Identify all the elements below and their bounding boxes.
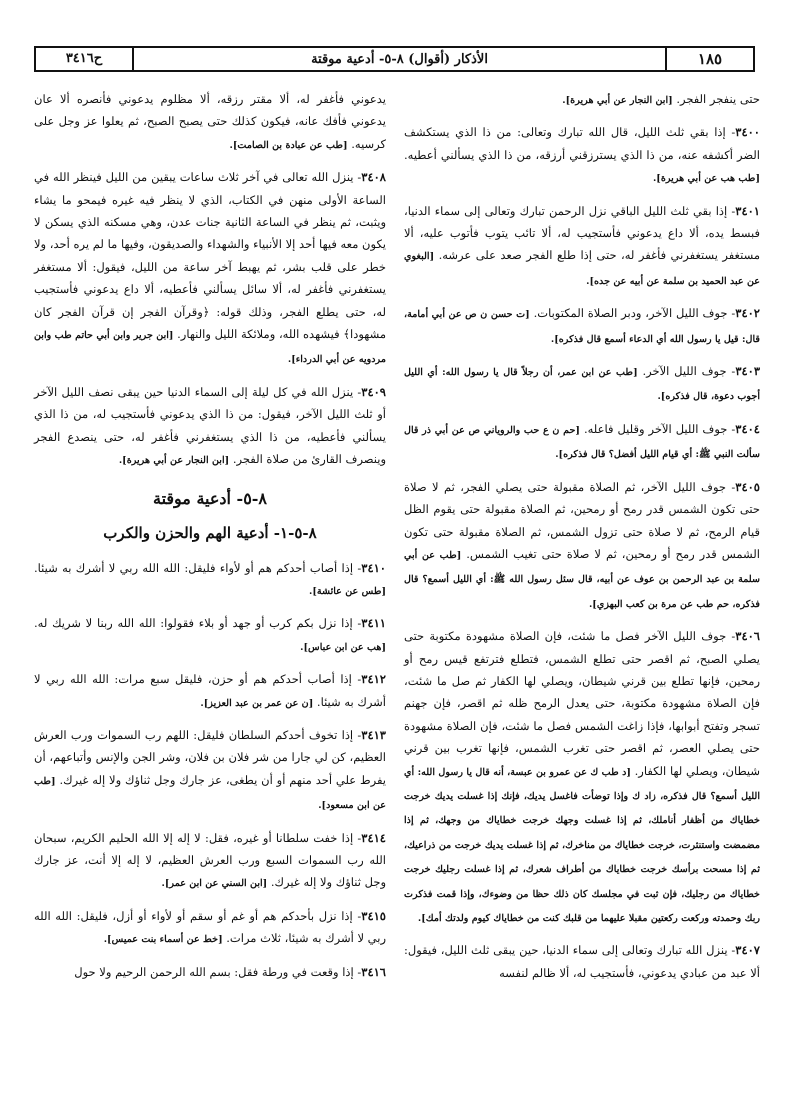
hadith-entry	[404, 302, 760, 351]
hadith-source: [هب عن ابن عباس].	[300, 641, 386, 653]
hadith-source: [خط عن أسماء بنت عميس].	[103, 934, 223, 946]
hadith-text: - إذا بقي ثلث الليل، قال الله تبارك وتعالى: من ذا الذي يستكشف الضر أكشفه عنه، من ذا الذي يسترزقني أرزقه، من ذا الذي يسألني أعطيه.	[404, 125, 760, 162]
hadith-number: ٣٤٠٠	[735, 125, 760, 140]
section-heading: ٨-٥- أدعية موقتة	[152, 488, 268, 508]
hadith-text: - إذا وقعت في ورطة فقل: بسم الله الرحمن الرحيم ولا حول	[74, 964, 362, 979]
hadith-text: - إذا بقي ثلث الليل الباقي نزل الرحمن تبارك وتعالى إلى سماء الدنيا، فبسط يده، ألا داع يدعوني فأستجيب له، ألا تائب يتوب فأتوب عليه، ألا مستغفر يستغفرني فأغفر له، حتى إذا طلع الفجر صعد على عرشه.	[404, 203, 760, 263]
hadith-entry	[404, 200, 760, 294]
hadith-number: ٣٤٠٦	[735, 629, 760, 644]
subsection-heading: ٨-٥-١- أدعية الهم والحزن والكرب	[103, 523, 317, 542]
hadith-number: ٣٤١٣	[361, 727, 386, 742]
hadith-number: ٣٤٠٤	[735, 421, 760, 436]
hadith-entry	[404, 121, 760, 190]
left-column-bottom	[34, 557, 386, 984]
hadith-source: [د طب ك عن عمرو بن عبسة، أنه قال يا رسول الله: أي الليل أسمع؟ قال فذكره، زاد ك وإذا توضأت فاغسل يديك، فإنك إذا غسلت يديك خرجت خطاياك من أظفار أناملك، ثم إذا غسلت وجهك خرجت خطاياك من وجهك، ثم إذا مضمضت واستنثرت، خرجت خطاياك من مناخرك، ثم إذا غسلت يديك خرجت من ذراعيك، ثم إذا مسحت برأسك خرجت خطاياك من أطراف شعرك، ثم إذا غسلت رجليك خرجت خطاياك من رجليك، فإن ثبت في مجلسك كان ذلك حظا من وضوءك، وإذا قمت فذكرت ربك وحمدته وركعت ركعتين مقبلا عليهما من قلبك كنت من خطاياك كيوم ولدتك أمك].	[404, 766, 760, 924]
hadith-entry	[34, 557, 386, 604]
hadith-text: - ينزل الله تبارك وتعالى إلى سماء الدنيا، حين يبقى ثلث الليل، فيقول: ألا عبد من عبادي يدعوني، فأستجيب له، ألا ظالم لنفسه	[404, 943, 760, 980]
hadith-entry	[34, 827, 386, 896]
hadith-source: [طب عن ابن مسعود].	[34, 775, 386, 812]
hadith-text: - جوف الليل الآخر، ثم الصلاة مقبولة حتى يصلي الفجر، ثم لا صلاة حتى تكون الشمس قدر رمح أو رمحين، ثم الصلاة مقبولة حتى يقوم الظل قيام الرمح، ثم لا صلاة حتى تزول الشمس، ثم الصلاة مقبولة حتى تكون الشمس قدر رمح أو رمحين، ثم لا صلاة حتى تغيب الشمس.	[404, 479, 760, 561]
hadith-source: [حم ن ع حب والروياني ص عن أبي ذر قال سألت النبي ﷺ: أي قيام الليل أفضل؟ قال فذكره].	[404, 424, 760, 461]
hadith-entry	[34, 612, 386, 659]
hadith-text: - إذا نزل بكم كرب أو جهد أو بلاء فقولوا: الله الله ربنا لا شريك له.	[34, 616, 362, 631]
hadith-entry	[34, 381, 386, 473]
running-title: الأذكار (أقوال) ٨-٥- أدعية موقتة	[311, 51, 488, 67]
left-column	[34, 88, 386, 992]
hadith-text: - جوف الليل الآخر.	[642, 364, 736, 379]
hadith-number: ٣٤٠١	[735, 203, 760, 218]
page-header	[34, 46, 755, 72]
hadith-text: - إذا أصاب أحدكم هم أو حزن، فليقل سبع مرات: الله الله ربي لا أشرك به شيئا.	[34, 672, 386, 709]
hadith-text: حتى ينفجر الفجر.	[676, 92, 760, 106]
hadith-number: ٣٤١٠	[361, 560, 386, 575]
hadith-text: - جوف الليل الآخر فصل ما شئت، فإن الصلاة مشهودة مكتوبة حتى يصلي الصبح، ثم اقصر حتى تطلع الشمس، فتطلع فترتفع قيس رمح أو رمحين، فإنها تطلع بين قرني شيطان، ويصلي لها الكفار ثم صل ما شئت، فإن الصلاة مشهودة مكتوبة، حتى يعدل الرمح ظله ثم اقصر، فإن جهنم تسجر وتفتح أبوابها، فإذا زاغت الشمس فصل ما شئت، فإن الصلاة مشهودة حتى يصلي العصر، ثم اقصر حتى تغرب الشمس، فإنها تغرب بين قرني شيطان، ويصلي لها الكفار.	[404, 629, 761, 778]
hadith-entry	[404, 939, 760, 984]
hadith-number: ٣٤٠٩	[361, 384, 386, 399]
hadith-text: - ينزل الله تعالى في آخر ثلاث ساعات يبقين من الليل فينظر الله في الساعة الأولى منهن في الكتاب، الذي لا ينظر فيه غيره فيمحو ما يشاء ويثبت، ثم ينظر في الساعة الثانية جنات عدن، وهي مسكنه الذي يسكن لا يكون معه فيها أحد إلا الأنبياء والشهداء والصديقون، وفيها ما لم يره أحد، ولا خطر على قلب بشر، ثم يهبط آخر ساعة من الليل، فيقول: ألا مستغفر يستغفرني فأغفر له، ألا سائل يسألني فأعطيه، ألا داع يدعوني فأستجيب له، حتى يطلع الفجر، وذلك قوله: ﴿وقرآن الفجر إن قرآن الفجر كان مشهودا﴾ فيشهده الله، وملائكة الليل والنهار.	[34, 170, 387, 342]
hadith-number: ٣٤٠٢	[735, 306, 760, 321]
hadith-source: [طب عن ابن عمر، أن رجلاً قال يا رسول الله: أي الليل أجوب دعوة، قال فذكره].	[404, 367, 760, 403]
hadith-entry	[404, 625, 760, 930]
hadith-entry	[34, 668, 386, 715]
hadith-text: يدعوني فأغفر له، ألا مقتر رزقه، ألا مظلوم يدعوني فأنصره ألا عان يدعوني فأفك عانه، فيكون كذلك حتى يصبح الصبح، ثم يعلوا عز وجل على كرسيه.	[34, 92, 386, 151]
hadith-entry	[34, 961, 386, 983]
hadith-source: [طب عن أبي سلمة بن عبد الرحمن بن عوف عن أبيه، قال سئل رسول الله ﷺ: أي الليل أسمع؟ قال فذكره، حم طب عن مرة بن كعب البهزي].	[404, 549, 760, 610]
hadith-source: [طس عن عائشة].	[308, 585, 386, 597]
hadith-source: [ابن جرير وابن أبي حاتم طب وابن مردويه عن أبي الدرداء].	[34, 330, 386, 366]
hadith-text: - جوف الليل الآخر، ودبر الصلاة المكتوبات.	[533, 306, 736, 321]
hadith-entry	[34, 166, 386, 372]
hadith-source: [طب هب عن أبي هريرة].	[652, 173, 760, 185]
hadith-entry	[404, 476, 760, 616]
page-number: ١٨٥	[665, 48, 753, 70]
hadith-entry	[404, 88, 760, 112]
left-column-top	[34, 88, 386, 473]
hadith-number: ٣٤١٥	[361, 908, 386, 923]
hadith-source: [طب عن عبادة بن الصامت].	[229, 139, 348, 151]
hadith-number: ٣٤٠٣	[735, 364, 761, 379]
hadith-number: ٣٤٠٥	[735, 479, 760, 494]
hadith-text: - جوف الليل الآخر وقليل فاعله.	[583, 421, 736, 436]
hadith-text: - إذا نزل بأحدكم هم أو غم أو سقم أو لأواء أو أزل، فليقل: الله الله ربي لا أشرك به شيئا، ثلاث مرات.	[34, 908, 386, 946]
right-column	[404, 88, 760, 993]
hadith-entry	[34, 905, 386, 952]
hadith-range: ح٣٤١٦	[36, 48, 134, 70]
hadith-entry	[34, 88, 386, 157]
hadith-source: [ابن النجار عن أبي هريرة].	[562, 95, 673, 106]
hadith-source: [ت حسن ن ص عن أبي أمامة، قال: قيل يا رسول الله أي الدعاء أسمع قال فذكره].	[404, 309, 760, 345]
hadith-source: [البغوي عن عبد الحميد بن سلمة عن أبيه عن جده].	[404, 251, 760, 287]
hadith-number: ٣٤١٦	[361, 964, 386, 979]
hadith-number: ٣٤١٢	[361, 672, 386, 687]
hadith-source: [ن عن عمر بن عبد العزيز].	[200, 697, 314, 709]
hadith-text: - إذا تخوف أحدكم السلطان فليقل: اللهم رب السموات ورب العرش العظيم، كن لي جارا من شر فلان بن فلان، وشر الجن والإنس وأتباعهم، أن يفرط علي أحد منهم أو أن يطغى، عز جارك وجل ثناؤك ولا إله غيرك.	[34, 727, 387, 787]
hadith-text: - ينزل الله في كل ليلة إلى السماء الدنيا حين يبقى نصف الليل الآخر أو ثلث الليل الآخر، فيقول: من ذا الذي يدعوني فأستجيب له، من ذا الذي يسألني فأعطيه، من ذا الذي يستغفرني فأغفر له، حتى ينصدع الفجر وينصرف القارئ من صلاة الفجر.	[34, 384, 386, 467]
hadith-source: [ابن السني عن ابن عمر].	[161, 878, 268, 890]
hadith-text: - إذا خفت سلطانا أو غيره، فقل: لا إله إلا الله الحليم الكريم، سبحان الله رب السموات السبع ورب العرش العظيم، لا إله إلا أنت، عز جارك وجل ثناؤك ولا إله غيرك.	[34, 830, 386, 890]
hadith-number: ٣٤١٤	[361, 830, 386, 845]
hadith-entry	[404, 360, 760, 409]
hadith-number: ٣٤٠٨	[361, 170, 386, 185]
hadith-number: ٣٤٠٧	[735, 943, 760, 958]
hadith-source: [ابن النجار عن أبي هريرة].	[118, 455, 230, 467]
hadith-text: - إذا أصاب أحدكم هم أو لأواء فليقل: الله الله ربي لا أشرك به شيئا.	[34, 560, 362, 575]
hadith-entry	[404, 418, 760, 467]
hadith-number: ٣٤١١	[361, 616, 386, 631]
hadith-entry	[34, 724, 386, 818]
